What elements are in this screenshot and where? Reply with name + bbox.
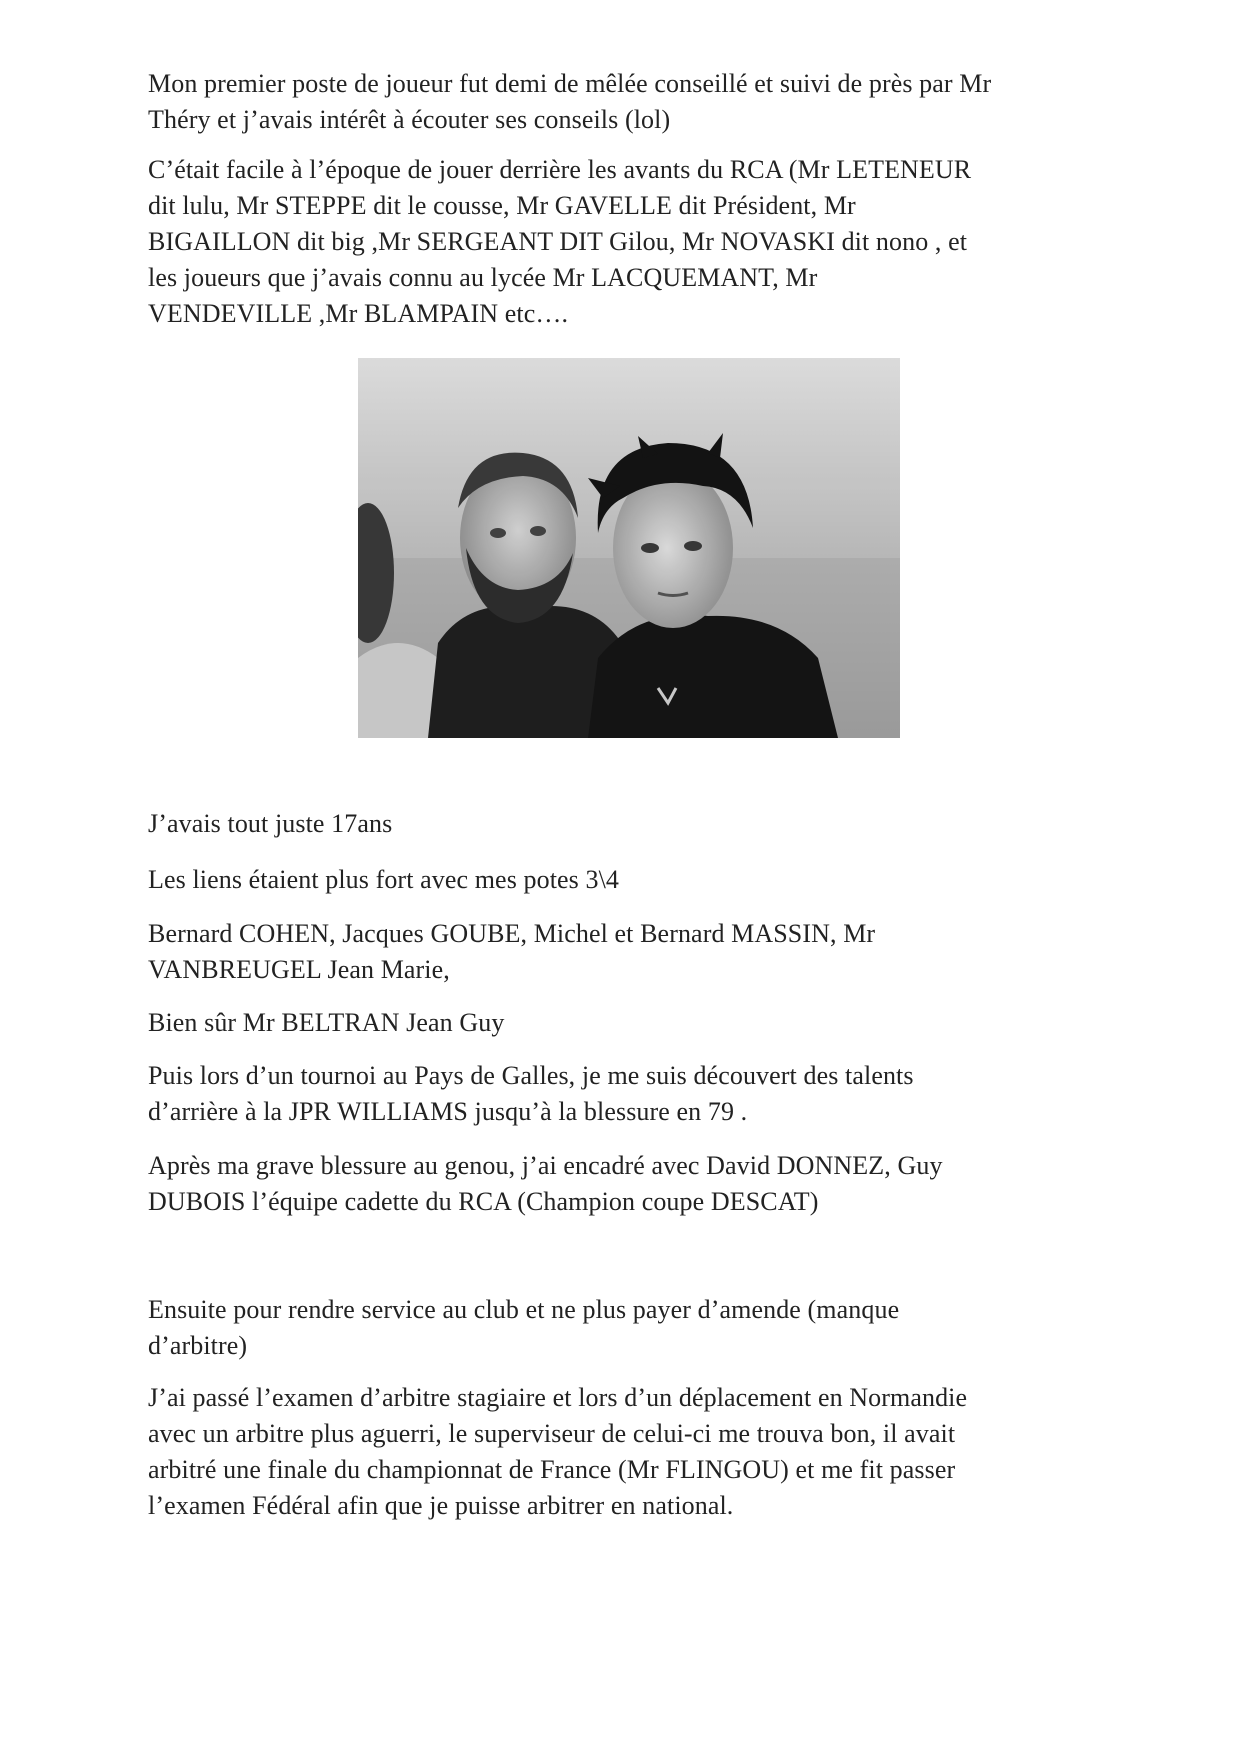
paragraph-10	[148, 1380, 1108, 1524]
text-line: Théry et j’avais intérêt à écouter ses conseils (lol)	[148, 105, 671, 134]
text-line: DUBOIS l’équipe cadette du RCA (Champion coupe DESCAT)	[148, 1187, 819, 1216]
text-line: arbitré une finale du championnat de France (Mr FLINGOU) et me fit passer	[148, 1455, 956, 1484]
text-line: VENDEVILLE ,Mr BLAMPAIN etc….	[148, 299, 569, 328]
paragraph-2	[148, 152, 1108, 332]
paragraph-1	[148, 66, 1108, 138]
text-line: d’arbitre)	[148, 1331, 248, 1360]
text-line: J’avais tout juste 17ans	[148, 809, 393, 838]
paragraph-3	[148, 806, 1108, 842]
text-line: VANBREUGEL Jean Marie,	[148, 955, 450, 984]
paragraph-7	[148, 1058, 1108, 1130]
paragraph-8	[148, 1148, 1108, 1220]
photo-rugby-players	[358, 358, 900, 738]
text-line: J’ai passé l’examen d’arbitre stagiaire et lors d’un déplacement en Normandie	[148, 1383, 968, 1412]
text-line: Bernard COHEN, Jacques GOUBE, Michel et Bernard MASSIN, Mr	[148, 919, 876, 948]
text-line: Mon premier poste de joueur fut demi de mêlée conseillé et suivi de près par Mr	[148, 69, 992, 98]
text-line: les joueurs que j’avais connu au lycée Mr LACQUEMANT, Mr	[148, 263, 818, 292]
text-line: Puis lors d’un tournoi au Pays de Galles, je me suis découvert des talents	[148, 1061, 914, 1090]
paragraph-4	[148, 862, 1108, 898]
paragraph-6	[148, 1005, 1108, 1041]
text-line: Bien sûr Mr BELTRAN Jean Guy	[148, 1008, 505, 1037]
text-line: Ensuite pour rendre service au club et ne plus payer d’amende (manque	[148, 1295, 900, 1324]
text-line: Les liens étaient plus fort avec mes potes 3\4	[148, 865, 620, 894]
text-line: C’était facile à l’époque de jouer derrière les avants du RCA (Mr LETENEUR	[148, 155, 972, 184]
paragraph-5	[148, 916, 1108, 988]
text-line: avec un arbitre plus aguerri, le superviseur de celui-ci me trouva bon, il avait	[148, 1419, 956, 1448]
text-line: BIGAILLON dit big ,Mr SERGEANT DIT Gilou, Mr NOVASKI dit nono , et	[148, 227, 968, 256]
text-line: dit lulu, Mr STEPPE dit le cousse, Mr GAVELLE dit Président, Mr	[148, 191, 856, 220]
paragraph-9	[148, 1292, 1108, 1364]
photo-icon	[358, 358, 900, 738]
text-line: Après ma grave blessure au genou, j’ai encadré avec David DONNEZ, Guy	[148, 1151, 943, 1180]
text-line: d’arrière à la JPR WILLIAMS jusqu’à la blessure en 79 .	[148, 1097, 748, 1126]
text-line: l’examen Fédéral afin que je puisse arbitrer en national.	[148, 1491, 734, 1520]
